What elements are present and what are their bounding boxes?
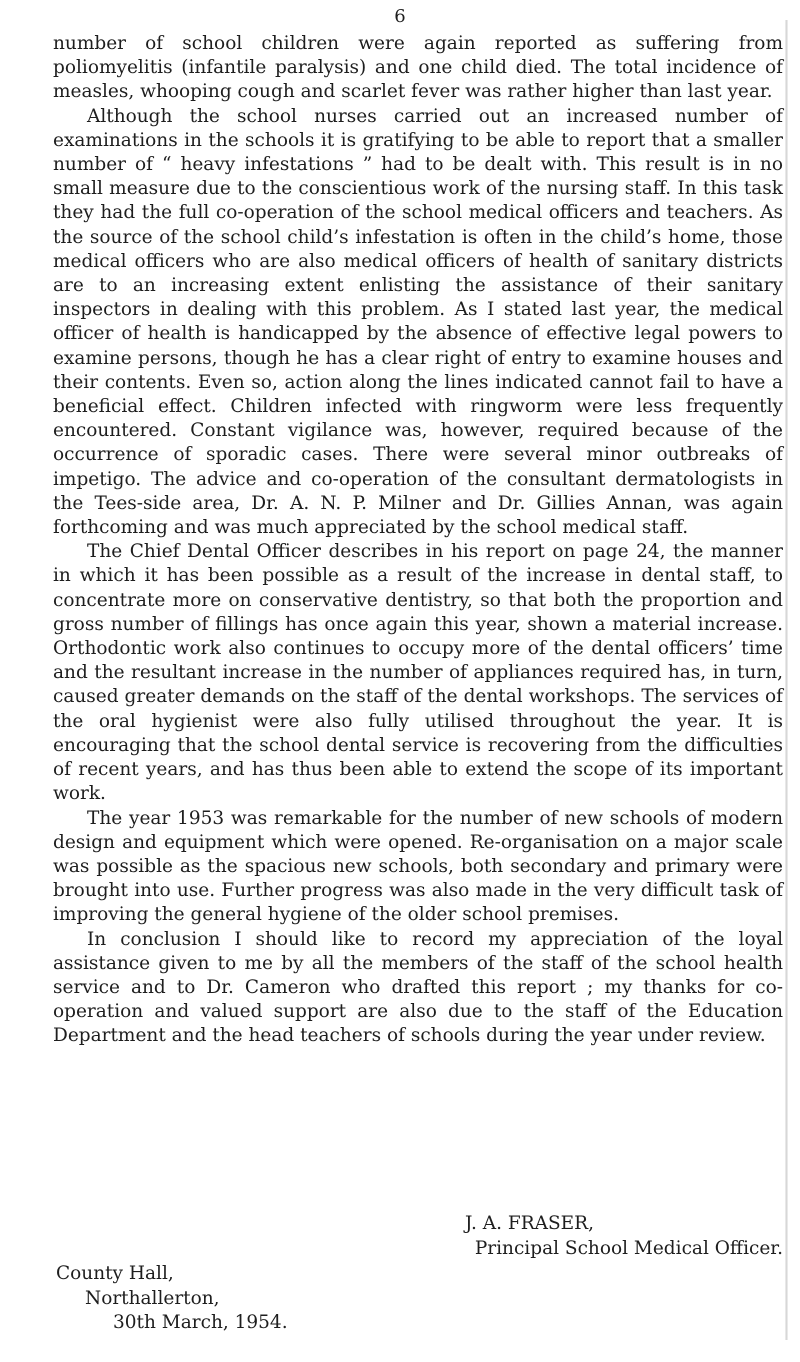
address-line-town: Northallerton, [85, 1287, 220, 1309]
signatory-name: J. A. FRASER, [465, 1213, 594, 1234]
address-block [56, 1262, 288, 1336]
address-date: 30th March, 1954. [113, 1312, 288, 1333]
signatory-title: Principal School Medical Officer. [474, 1238, 783, 1259]
paragraph-dental: The Chief Dental Officer describes in his report on page 24, the manner in which it has been possible as a result of the increase in dental staff, to concentrate more on conservative dentistry, so that both the proportion and gross number of fillings has once again this year, shown a material increase. Orthodontic work also continues to occupy more of the dental officers’ time and the resultant increase in the number of appliances required has, in turn, caused greater demands on the staff of the dental workshops. The services of the oral hygienist were also fully utilised throughout the year. It is encouraging that the school dental service is recovering from the difficulties of recent years, and has thus been able to extend the scope of its important work. [53, 541, 783, 805]
paragraph-new-schools: The year 1953 was remarkable for the number of new schools of modern design and equipment which were opened. Re-organisation on a major scale was possible as the spacious new schools, both secondary and primary were brought into use. Further progress was also made in the very difficult task of improving the general hygiene of the older school premises. [53, 807, 783, 926]
address-line-county-hall: County Hall, [56, 1263, 174, 1284]
paragraph-infestations: Although the school nurses carried out an increased number of examinations in the schools it is gratifying to be able to report that a smaller number of “ heavy infestations ” had to be dealt with. This result is in no small measure due to the conscientious work of the nursing staff. In this task they had the full co-operation of the school medical officers and teachers. As the source of the school child’s infestation is often in the child’s home, those medical officers who are also medical officers of health of sanitary districts are to an increasing extent enlisting the assistance of their sanitary inspectors in dealing with this problem. As I stated last year, the medical officer of health is handicapped by the absence of effective legal powers to examine persons, though he has a clear right of entry to examine houses and their contents. Even so, action along the lines indicated cannot fail to have a beneficial effect. Children infected with ringworm were less frequently encountered. Constant vigilance was, however, required because of the occurrence of sporadic cases. There were several minor outbreaks of impetigo. The advice and co-operation of the consultant dermatologists in the Tees-side area, Dr. A. N. P. Milner and Dr. Gillies Annan, was again forthcoming and was much appreciated by the school medical staff. [53, 105, 783, 539]
scan-edge-shadow [785, 20, 788, 1340]
page-number: 6 [394, 6, 406, 27]
paragraph-conclusion: In conclusion I should like to record my appreciation of the loyal assistance given to me by all the members of the staff of the school health service and to Dr. Cameron who drafted this report ; my thanks for co-operation and valued support are also due to the staff of the Education Department and the head teachers of schools during the year under review. [53, 928, 783, 1047]
report-body [53, 32, 783, 1049]
paragraph-poliomyelitis: number of school children were again reported as suffering from poliomyelitis (infantile paralysis) and one child died. The total incidence of measles, whooping cough and scarlet fever was rather higher than last year. [53, 33, 783, 103]
